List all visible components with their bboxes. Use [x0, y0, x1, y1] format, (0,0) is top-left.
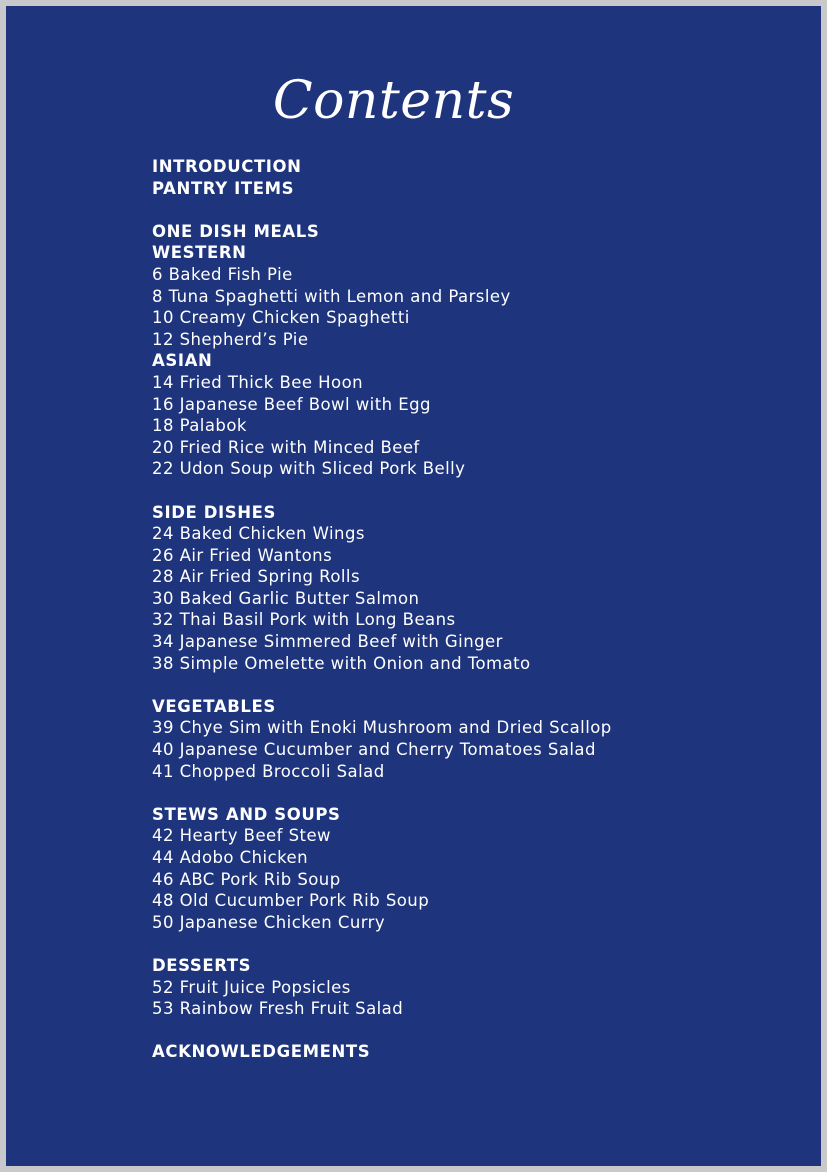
page-title: Contents: [272, 71, 515, 131]
toc-heading-stews-and-soups: STEWS AND SOUPS: [152, 804, 341, 824]
toc-entry[interactable]: 22 Udon Soup with Sliced Pork Belly: [152, 459, 466, 479]
toc-subheading-asian: ASIAN: [152, 351, 213, 371]
section-spacer: [152, 782, 612, 804]
toc-entry[interactable]: 38 Simple Omelette with Onion and Tomato: [152, 653, 531, 673]
contents-page: [6, 6, 821, 1166]
section-spacer: [152, 933, 612, 955]
toc-heading-desserts: DESSERTS: [152, 955, 252, 975]
toc-entry[interactable]: 32 Thai Basil Pork with Long Beans: [152, 610, 456, 630]
toc-entry[interactable]: 28 Air Fried Spring Rolls: [152, 567, 360, 587]
toc-entry[interactable]: 18 Palabok: [152, 416, 247, 436]
toc-entry[interactable]: 24 Baked Chicken Wings: [152, 524, 365, 544]
toc-entry[interactable]: 6 Baked Fish Pie: [152, 264, 293, 284]
toc-entry[interactable]: 16 Japanese Beef Bowl with Egg: [152, 394, 431, 414]
toc-entry[interactable]: 12 Shepherd’s Pie: [152, 329, 309, 349]
toc-entry[interactable]: 48 Old Cucumber Pork Rib Soup: [152, 891, 430, 911]
toc-heading-introduction[interactable]: INTRODUCTION: [152, 157, 302, 176]
toc-entry[interactable]: 41 Chopped Broccoli Salad: [152, 761, 385, 781]
table-of-contents: [152, 156, 612, 1063]
toc-heading-vegetables: VEGETABLES: [152, 696, 276, 716]
toc-subheading-western: WESTERN: [152, 243, 247, 263]
section-spacer: [152, 674, 612, 696]
toc-entry[interactable]: 40 Japanese Cucumber and Cherry Tomatoes Salad: [152, 740, 596, 760]
toc-entry[interactable]: 30 Baked Garlic Butter Salmon: [152, 588, 420, 608]
toc-entry[interactable]: 39 Chye Sim with Enoki Mushroom and Dried Scallop: [152, 718, 612, 738]
toc-entry[interactable]: 14 Fried Thick Bee Hoon: [152, 372, 364, 392]
toc-entry[interactable]: 52 Fruit Juice Popsicles: [152, 977, 351, 997]
toc-heading-one-dish-meals: ONE DISH MEALS: [152, 221, 320, 241]
section-spacer: [152, 1020, 612, 1042]
toc-entry[interactable]: 8 Tuna Spaghetti with Lemon and Parsley: [152, 286, 511, 306]
toc-heading-acknowledgements[interactable]: ACKNOWLEDGEMENTS: [152, 1042, 371, 1062]
toc-entry[interactable]: 53 Rainbow Fresh Fruit Salad: [152, 999, 404, 1019]
toc-entry[interactable]: 42 Hearty Beef Stew: [152, 826, 331, 846]
section-spacer: [152, 199, 612, 221]
toc-heading-pantry-items[interactable]: PANTRY ITEMS: [152, 178, 295, 198]
toc-heading-side-dishes: SIDE DISHES: [152, 502, 277, 522]
section-spacer: [152, 480, 612, 502]
toc-entry[interactable]: 44 Adobo Chicken: [152, 848, 309, 867]
toc-entry[interactable]: 46 ABC Pork Rib Soup: [152, 869, 341, 889]
toc-entry[interactable]: 34 Japanese Simmered Beef with Ginger: [152, 632, 503, 652]
toc-entry[interactable]: 10 Creamy Chicken Spaghetti: [152, 308, 410, 328]
toc-entry[interactable]: 50 Japanese Chicken Curry: [152, 912, 386, 932]
toc-entry[interactable]: 26 Air Fried Wantons: [152, 545, 333, 565]
toc-entry[interactable]: 20 Fried Rice with Minced Beef: [152, 437, 420, 457]
